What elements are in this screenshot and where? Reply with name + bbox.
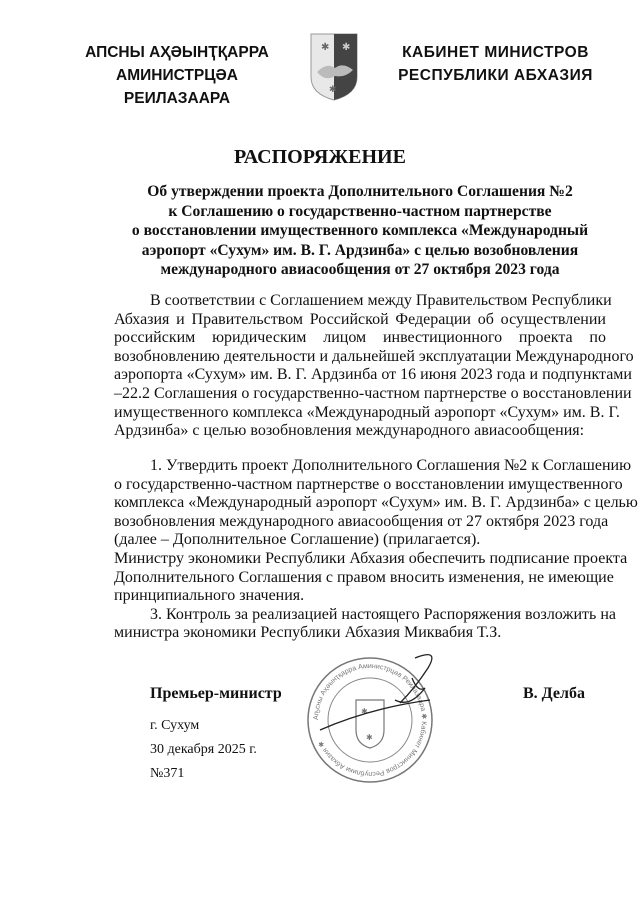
svg-text:✱: ✱ xyxy=(366,733,373,742)
text-line: аэропорта «Сухум» им. В. Г. Ардзинба от 16 июня 2023 года и подпунктами xyxy=(114,366,632,384)
decision-items xyxy=(114,457,638,643)
text-line: 1. Утвердить проект Дополнительного Соглашения №2 к Соглашению xyxy=(150,457,632,474)
header-left-abkhaz xyxy=(62,41,292,110)
header-right-line: КАБИНЕТ МИНИСТРОВ xyxy=(402,44,589,61)
text-line: (далее – Дополнительное Соглашение) (прилагается). xyxy=(114,531,481,549)
text-line: комплекса «Международный аэропорт «Сухум» им. В. Г. Ардзинба» с целью xyxy=(114,494,638,512)
text-line: Абхазия и Правительством Российской Федерации об осуществлении xyxy=(114,310,606,328)
svg-text:Аҧсны Аҳәынҭқарра Аминистрцәа: Аҧсны Аҳәынҭқарра Аминистрцәа Реилазаара ✱ Кабинет Министров Республики Абхазия ✱ xyxy=(312,662,428,778)
header-left-line: АПСНЫ АҲӘЫНҬҚАРРА xyxy=(85,44,269,61)
subtitle-line: о восстановлении имущественного комплекса «Международный xyxy=(131,222,589,239)
document-subtitle xyxy=(120,182,600,280)
header-right-russian xyxy=(388,41,603,87)
header-right-line: РЕСПУБЛИКИ АБХАЗИЯ xyxy=(398,67,593,84)
text-line: возобновлению деятельности и дальнейшей эксплуатации Международного xyxy=(114,347,634,365)
issue-date: 30 декабря 2025 г. xyxy=(150,742,257,757)
official-seal-icon xyxy=(300,648,440,788)
coat-of-arms-icon xyxy=(309,32,359,102)
text-line: В соответствии с Соглашением между Правительством Республики xyxy=(150,292,612,309)
signatory-name: В. Делба xyxy=(523,685,585,702)
svg-text:✱: ✱ xyxy=(342,42,351,53)
text-line: Министру экономики Республики Абхазия обеспечить подписание проекта xyxy=(114,549,628,567)
header-left-line: АМИНИСТРЦӘА РЕИЛАЗААРА xyxy=(116,67,238,107)
text-line: министра экономики Республики Абхазия Миквабия Т.З. xyxy=(114,624,502,642)
place-of-issue: г. Сухум xyxy=(150,718,200,733)
text-line: –22.2 Соглашения о государственно-частном партнерстве о восстановлении xyxy=(114,384,632,402)
svg-text:✱: ✱ xyxy=(361,707,368,716)
text-line: о государственно-частном партнерстве о восстановлении имущественного xyxy=(114,475,623,493)
subtitle-line: международного авиасообщения от 27 октября 2023 года xyxy=(160,261,560,278)
text-line: возобновления международного авиасообщения от 27 октября 2023 года xyxy=(114,512,609,530)
text-line: 3. Контроль за реализацией настоящего Распоряжения возложить на xyxy=(150,605,616,623)
svg-text:✱: ✱ xyxy=(321,42,330,53)
subtitle-line: к Соглашению о государственно-частном партнерстве xyxy=(168,202,552,220)
document-title: РАСПОРЯЖЕНИЕ xyxy=(234,146,406,168)
text-line: Ардзинба» с целью возобновления международного авиасообщения: xyxy=(114,422,585,440)
preamble-paragraph xyxy=(114,292,634,441)
subtitle-line: аэропорт «Сухум» им. В. Г. Ардзинба» с целью возобновления xyxy=(141,241,579,259)
text-line: Дополнительного Соглашения с правом вносить изменения, не имеющие xyxy=(114,568,614,586)
subtitle-line: Об утверждении проекта Дополнительного Соглашения №2 xyxy=(147,183,573,200)
svg-text:✱: ✱ xyxy=(329,84,337,94)
document-number: №371 xyxy=(150,766,185,781)
text-line: российским юридическим лицом инвестиционного проекта по xyxy=(114,329,606,347)
signatory-position: Премьер-министр xyxy=(150,685,282,702)
text-line: принципиального значения. xyxy=(114,587,305,605)
text-line: имущественного комплекса «Международный аэропорт «Сухум» им. В. Г. xyxy=(114,403,620,421)
